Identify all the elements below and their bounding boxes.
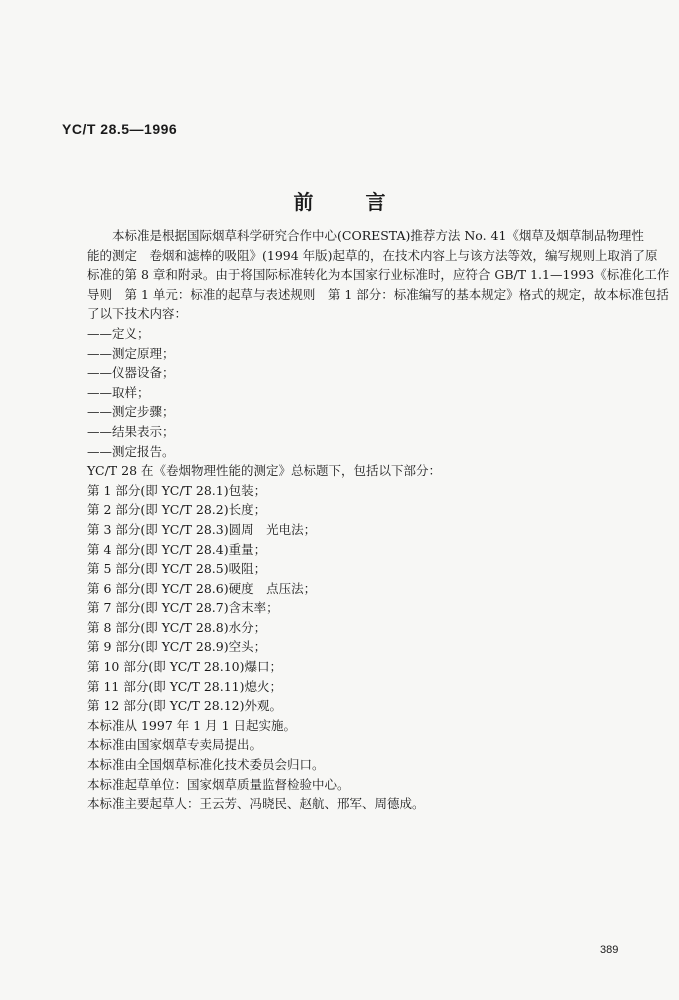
intro-paragraph xyxy=(87,226,670,324)
closing-line: 本标准由全国烟草标准化技术委员会归口。 xyxy=(87,757,325,773)
standard-code: YC/T 28.5—1996 xyxy=(62,121,178,137)
closing-line: 本标准主要起草人：王云芳、冯晓民、赵航、邢军、周德成。 xyxy=(87,796,425,812)
part-item: 第 5 部分(即 YC/T 28.5)吸阻； xyxy=(87,561,267,577)
part-item: 第 4 部分(即 YC/T 28.4)重量； xyxy=(87,541,267,557)
part-item: 第 9 部分(即 YC/T 28.9)空头； xyxy=(87,639,267,655)
body-text xyxy=(87,226,670,814)
part-item: 第 11 部分(即 YC/T 28.11)熄火； xyxy=(87,678,282,694)
closing-line: 本标准起草单位：国家烟草质量监督检验中心。 xyxy=(87,776,350,792)
intro-line: 标准的第 8 章和附录。由于将国际标准转化为本国家行业标准时，应符合 GB/T 1.1—1993《标准化工作 xyxy=(87,267,670,283)
closing-line: 本标准从 1997 年 1 月 1 日起实施。 xyxy=(87,717,297,733)
part-item: 第 2 部分(即 YC/T 28.2)长度； xyxy=(87,502,267,518)
list-item: ——定义； xyxy=(87,325,150,341)
title-char-1: 前 xyxy=(293,190,314,214)
list-item: ——仪器设备； xyxy=(87,365,175,381)
list-item: ——测定报告。 xyxy=(87,443,175,459)
closing-line: 本标准由国家烟草专卖局提出。 xyxy=(87,737,263,753)
list-item: ——测定步骤； xyxy=(87,404,175,420)
parts-list xyxy=(87,481,595,716)
part-item: 第 6 部分(即 YC/T 28.6)硬度 点压法； xyxy=(87,580,317,596)
part-item: 第 12 部分(即 YC/T 28.12)外观。 xyxy=(87,698,282,714)
intro-line: 本标准是根据国际烟草科学研究合作中心(CORESTA)推荐方法 No. 41《烟草及烟草制品物理性 xyxy=(112,228,644,243)
part-item: 第 3 部分(即 YC/T 28.3)圆周 光电法； xyxy=(87,521,317,537)
title-char-2: 言 xyxy=(365,190,386,214)
part-item: 第 7 部分(即 YC/T 28.7)含末率； xyxy=(87,600,279,616)
intro-line: 导则 第 1 单元：标准的起草与表述规则 第 1 部分：标准编写的基本规定》格式的规定，故本标准包括 xyxy=(87,286,669,302)
page-title xyxy=(0,186,679,215)
list-item: ——测定原理； xyxy=(87,345,175,361)
part-item: 第 1 部分(即 YC/T 28.1)包装； xyxy=(87,482,267,498)
intro-line: 了以下技术内容： xyxy=(87,306,188,322)
series-intro: YC/T 28 在《卷烟物理性能的测定》总标题下，包括以下部分： xyxy=(87,463,441,479)
list-item: ——结果表示； xyxy=(87,423,175,439)
intro-line: 能的测定 卷烟和滤棒的吸阻》(1994 年版)起草的，在技术内容上与该方法等效，编写规则上取消了原 xyxy=(87,247,658,263)
closing-statements xyxy=(87,716,595,814)
part-item: 第 8 部分(即 YC/T 28.8)水分； xyxy=(87,619,267,635)
part-item: 第 10 部分(即 YC/T 28.10)爆口； xyxy=(87,659,282,675)
list-item: ——取样； xyxy=(87,384,150,400)
page-number: 389 xyxy=(600,944,619,956)
technical-items-list xyxy=(87,324,595,461)
